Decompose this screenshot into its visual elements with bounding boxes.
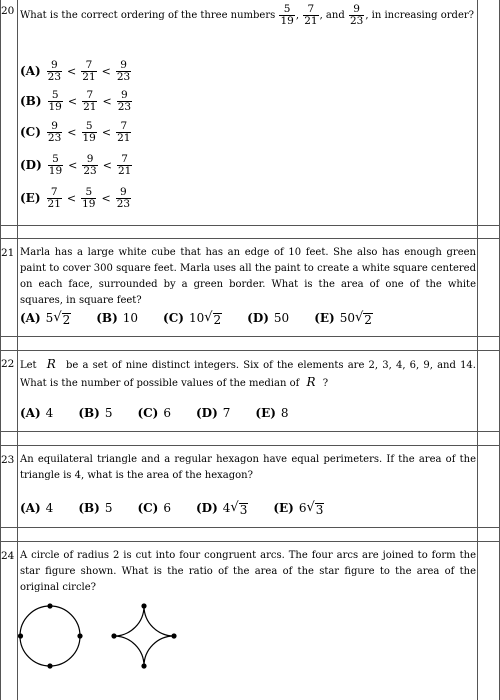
- fraction: $\frac{9}{23}$: [349, 3, 364, 27]
- answer-choices-row: [20, 497, 349, 519]
- circle-and-star-figure: [18, 596, 178, 676]
- row-divider: [0, 238, 500, 239]
- problem-22-stem: Let R be a set of nine distinct integers. Six of the elements are 2, 3, 4, 6, 9, and 14. What is the number of possible values of the median of R ?: [20, 357, 476, 389]
- problem-number: 20: [1, 5, 15, 17]
- circle-figure: [18, 603, 83, 668]
- answer-choices-row: [20, 307, 398, 329]
- problem-number: 21: [1, 247, 15, 259]
- answer-choice[interactable]: (E) 50 √ 2: [314, 309, 372, 327]
- answer-choice[interactable]: (B) 10: [96, 311, 139, 325]
- problem-24-stem: A circle of radius 2 is cut into four congruent arcs. The four arcs are joined to form the star figure shown. What is the ratio of the area of the star figure to the area of the original circle?: [20, 550, 476, 593]
- answer-choice[interactable]: (C) 10 √ 2: [163, 309, 222, 327]
- stem-text: What is the correct ordering of the three numbers: [20, 10, 276, 21]
- answer-choice[interactable]: (B) 5: [78, 501, 113, 515]
- answer-choices-row: [20, 403, 314, 423]
- answer-choice[interactable]: (B) 5: [78, 406, 113, 420]
- answer-choice[interactable]: (D) 50: [247, 311, 290, 325]
- answer-choice[interactable]: (D) 4 √ 3: [196, 499, 248, 517]
- row-divider: [0, 336, 500, 337]
- answer-choice[interactable]: (A) $\frac{9}{23}$ < $\frac{7}{21}$ < $\frac{9}{23}$: [20, 58, 131, 83]
- problem-number: 22: [1, 358, 15, 370]
- problem-21-stem: Marla has a large white cube that has an edge of 10 feet. She also has enough green paint to cover 300 square feet. Marla uses all the paint to create a white square centered on each face, surrounded by a green border. What is the area of one of the white squares, in square feet?: [20, 247, 476, 306]
- row-divider: [0, 527, 500, 528]
- answer-choice[interactable]: (D) 7: [196, 406, 231, 420]
- problem-20-stem: What is the correct ordering of the three numbers $\frac{5}{19}$ , $\frac{7}{21}$ , and $\frac{9}{23}$ , in increasing order?: [20, 3, 474, 27]
- problem-number: 23: [1, 454, 15, 466]
- problem-number: 24: [1, 550, 15, 562]
- answer-choice[interactable]: (B) $\frac{5}{19}$ < $\frac{7}{21}$ < $\frac{9}{23}$: [20, 88, 132, 113]
- answer-choice[interactable]: (D) $\frac{5}{19}$ < $\frac{9}{23}$ < $\frac{7}{21}$: [20, 152, 132, 177]
- answer-choice[interactable]: (E) 6 √ 3: [273, 499, 324, 517]
- answer-choice[interactable]: (A) 5 √ 2: [20, 309, 71, 327]
- row-divider: [0, 541, 500, 542]
- answer-choice[interactable]: (C) 6: [137, 501, 171, 515]
- math-variable: R: [46, 357, 56, 371]
- fraction: $\frac{5}{19}$: [280, 3, 294, 27]
- row-divider: [0, 431, 500, 432]
- answer-choice[interactable]: (A) 4: [20, 406, 54, 420]
- answer-choice[interactable]: (E) 8: [255, 406, 289, 420]
- problem-23-stem: An equilateral triangle and a regular hexagon have equal perimeters. If the area of the triangle is 4, what is the area of the hexagon?: [20, 454, 476, 481]
- answer-choice[interactable]: (A) 4: [20, 501, 54, 515]
- star-figure: [111, 603, 176, 668]
- row-divider: [0, 445, 500, 446]
- answer-choice[interactable]: (C) 6: [137, 406, 171, 420]
- answer-choice[interactable]: (E) $\frac{7}{21}$ < $\frac{5}{19}$ < $\frac{9}{23}$: [20, 185, 131, 210]
- math-variable: R: [306, 375, 316, 389]
- row-divider: [0, 225, 500, 226]
- answer-choice[interactable]: (C) $\frac{9}{23}$ < $\frac{5}{19}$ < $\frac{7}{21}$: [20, 119, 131, 144]
- row-divider: [0, 350, 500, 351]
- fraction: $\frac{7}{21}$: [304, 3, 318, 27]
